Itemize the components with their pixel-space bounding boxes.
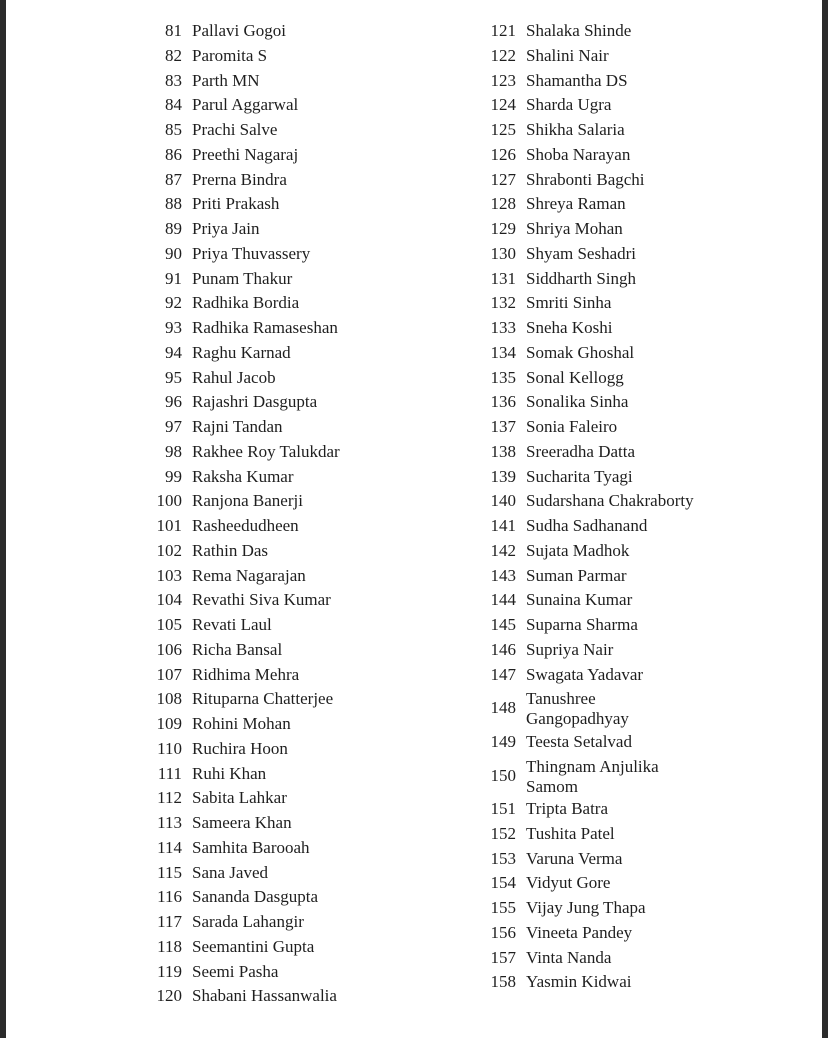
item-name: Samhita Barooah bbox=[192, 837, 310, 857]
list-item bbox=[146, 885, 340, 910]
list-item bbox=[146, 613, 340, 638]
item-name: Vijay Jung Thapa bbox=[526, 898, 646, 918]
item-name: Somak Ghoshal bbox=[526, 342, 635, 362]
list-item bbox=[146, 539, 340, 564]
item-name: Sonal Kellogg bbox=[526, 367, 624, 387]
list-item bbox=[146, 440, 340, 465]
item-number: 107 bbox=[156, 664, 182, 684]
item-number: 142 bbox=[490, 540, 516, 560]
item-name: Ruchira Hoon bbox=[192, 738, 288, 758]
item-name: Tripta Batra bbox=[526, 799, 609, 819]
list-item bbox=[146, 217, 340, 242]
item-name: Rasheedudheen bbox=[192, 516, 299, 535]
item-name: Ridhima Mehra bbox=[192, 664, 300, 684]
list-item bbox=[480, 588, 694, 613]
item-name: Rituparna Chatterjee bbox=[192, 689, 334, 709]
item-name: Revathi Siva Kumar bbox=[192, 590, 331, 610]
item-name: Sudarshana Chakraborty bbox=[526, 491, 694, 511]
item-name: Sabita Lahkar bbox=[192, 788, 287, 808]
list-item bbox=[480, 896, 694, 921]
item-name: Varuna Verma bbox=[526, 848, 623, 868]
item-number: 111 bbox=[157, 763, 182, 783]
list-item bbox=[146, 415, 340, 440]
item-number: 104 bbox=[156, 590, 182, 610]
item-name: Shriya Mohan bbox=[526, 219, 623, 238]
item-number: 93 bbox=[165, 318, 182, 337]
list-item bbox=[480, 44, 694, 69]
item-number: 97 bbox=[165, 417, 182, 436]
item-number: 128 bbox=[490, 194, 516, 214]
item-name: Sujata Madhok bbox=[526, 540, 630, 560]
item-number: 120 bbox=[156, 986, 182, 1006]
list-item bbox=[480, 291, 694, 316]
item-name: Teesta Setalvad bbox=[526, 731, 632, 751]
item-number: 140 bbox=[490, 491, 516, 511]
item-name: Sananda Dasgupta bbox=[192, 887, 319, 907]
list-item bbox=[480, 316, 694, 341]
list-item bbox=[480, 217, 694, 242]
list-item bbox=[146, 514, 340, 539]
item-number: 129 bbox=[490, 219, 516, 238]
list-item bbox=[480, 390, 694, 415]
item-number: 108 bbox=[156, 689, 182, 709]
list-item bbox=[146, 935, 340, 960]
item-name: Siddharth Singh bbox=[526, 268, 637, 288]
item-name: Shalaka Shinde bbox=[526, 21, 632, 40]
item-number: 132 bbox=[490, 293, 516, 313]
item-name: Tanushree Gangopadhyay bbox=[526, 689, 629, 729]
item-name: Revati Laul bbox=[192, 615, 272, 634]
item-name: Ranjona Banerji bbox=[192, 491, 303, 511]
list-item bbox=[146, 93, 340, 118]
item-name: Radhika Bordia bbox=[192, 293, 300, 313]
item-name: Vidyut Gore bbox=[526, 873, 611, 893]
list-item bbox=[146, 836, 340, 861]
item-name: Punam Thakur bbox=[192, 268, 293, 288]
item-name: Prerna Bindra bbox=[192, 169, 287, 189]
list-item bbox=[146, 19, 340, 44]
item-number: 84 bbox=[165, 95, 182, 115]
item-name: Shreya Raman bbox=[526, 194, 626, 214]
item-number: 88 bbox=[165, 194, 182, 214]
list-item bbox=[146, 910, 340, 935]
right-column bbox=[480, 19, 694, 995]
list-item bbox=[480, 730, 694, 755]
list-item bbox=[480, 663, 694, 688]
item-number: 118 bbox=[157, 936, 182, 956]
item-name: Swagata Yadavar bbox=[526, 664, 644, 684]
item-number: 123 bbox=[490, 70, 516, 90]
list-item bbox=[146, 588, 340, 613]
item-number: 86 bbox=[165, 144, 182, 164]
item-number: 124 bbox=[490, 95, 516, 115]
item-name: Rema Nagarajan bbox=[192, 565, 306, 585]
item-number: 148 bbox=[490, 698, 516, 718]
list-item bbox=[146, 960, 340, 985]
item-number: 137 bbox=[490, 417, 516, 436]
item-number: 87 bbox=[165, 169, 182, 189]
list-item bbox=[480, 143, 694, 168]
item-name: Sonia Faleiro bbox=[526, 417, 618, 436]
item-name: Raksha Kumar bbox=[192, 466, 294, 486]
item-number: 144 bbox=[490, 590, 516, 610]
list-item bbox=[146, 861, 340, 886]
item-number: 112 bbox=[157, 788, 182, 808]
item-number: 136 bbox=[490, 392, 516, 412]
item-number: 145 bbox=[490, 615, 516, 634]
item-number: 100 bbox=[156, 491, 182, 511]
item-number: 151 bbox=[490, 799, 516, 819]
item-name: Prachi Salve bbox=[192, 120, 278, 139]
list-item bbox=[480, 539, 694, 564]
list-item bbox=[480, 93, 694, 118]
list-item bbox=[146, 143, 340, 168]
item-number: 101 bbox=[156, 516, 182, 535]
item-name: Sunaina Kumar bbox=[526, 590, 633, 610]
item-number: 96 bbox=[165, 392, 182, 412]
list-item bbox=[146, 762, 340, 787]
list-item bbox=[146, 687, 340, 712]
item-number: 125 bbox=[490, 120, 516, 139]
list-item bbox=[146, 737, 340, 762]
item-number: 110 bbox=[157, 738, 182, 758]
item-name: Sharda Ugra bbox=[526, 95, 612, 115]
item-name: Preethi Nagaraj bbox=[192, 144, 299, 164]
item-name: Sameera Khan bbox=[192, 813, 292, 832]
item-number: 92 bbox=[165, 293, 182, 313]
list-item bbox=[480, 847, 694, 872]
item-number: 109 bbox=[156, 714, 182, 733]
item-number: 146 bbox=[490, 639, 516, 659]
list-item bbox=[146, 69, 340, 94]
item-number: 131 bbox=[490, 268, 516, 288]
item-name: Sudha Sadhanand bbox=[526, 516, 648, 535]
item-name: Shyam Seshadri bbox=[526, 243, 637, 263]
item-name: Yasmin Kidwai bbox=[526, 972, 632, 992]
item-number: 134 bbox=[490, 342, 516, 362]
item-name: Suparna Sharma bbox=[526, 615, 638, 634]
item-name: Sarada Lahangir bbox=[192, 912, 304, 931]
list-item bbox=[146, 291, 340, 316]
item-name: Priya Thuvassery bbox=[192, 243, 311, 263]
list-item bbox=[480, 797, 694, 822]
list-item bbox=[480, 564, 694, 589]
item-name: Raghu Karnad bbox=[192, 342, 291, 362]
item-name: Rajni Tandan bbox=[192, 417, 283, 436]
list-item bbox=[480, 755, 694, 798]
item-name: Tushita Patel bbox=[526, 823, 615, 843]
document-page bbox=[6, 0, 822, 1038]
item-name: Rathin Das bbox=[192, 540, 269, 560]
item-number: 130 bbox=[490, 243, 516, 263]
item-name: Thingnam Anjulika Samom bbox=[526, 756, 659, 796]
item-name: Shikha Salaria bbox=[526, 120, 625, 139]
item-number: 152 bbox=[490, 823, 516, 843]
item-name: Sucharita Tyagi bbox=[526, 466, 633, 486]
item-number: 105 bbox=[156, 615, 182, 634]
item-name: Pallavi Gogoi bbox=[192, 21, 286, 40]
list-item bbox=[480, 267, 694, 292]
list-item bbox=[480, 168, 694, 193]
list-item bbox=[480, 192, 694, 217]
list-item bbox=[480, 69, 694, 94]
item-number: 103 bbox=[156, 565, 182, 585]
list-item bbox=[480, 921, 694, 946]
item-name: Vinta Nanda bbox=[526, 947, 612, 967]
item-number: 141 bbox=[490, 516, 516, 535]
item-number: 116 bbox=[157, 887, 182, 907]
list-item bbox=[146, 564, 340, 589]
item-number: 89 bbox=[165, 219, 182, 238]
item-name: Sonalika Sinha bbox=[526, 392, 629, 412]
list-item bbox=[480, 341, 694, 366]
list-item bbox=[480, 946, 694, 971]
list-item bbox=[146, 242, 340, 267]
item-name: Parth MN bbox=[192, 70, 260, 90]
list-item bbox=[146, 984, 340, 1009]
list-item bbox=[480, 366, 694, 391]
item-name: Priya Jain bbox=[192, 219, 260, 238]
item-name: Smriti Sinha bbox=[526, 293, 612, 313]
item-name: Rohini Mohan bbox=[192, 714, 291, 733]
item-name: Vineeta Pandey bbox=[526, 922, 633, 942]
item-number: 114 bbox=[157, 837, 182, 857]
list-item bbox=[480, 970, 694, 995]
item-number: 135 bbox=[490, 367, 516, 387]
item-number: 94 bbox=[165, 342, 182, 362]
list-item bbox=[146, 341, 340, 366]
item-number: 156 bbox=[490, 922, 516, 942]
list-item bbox=[480, 613, 694, 638]
list-item bbox=[146, 267, 340, 292]
item-number: 138 bbox=[490, 441, 516, 461]
item-number: 85 bbox=[165, 120, 182, 139]
item-number: 81 bbox=[165, 21, 182, 40]
item-name: Shabani Hassanwalia bbox=[192, 986, 337, 1006]
item-number: 113 bbox=[157, 813, 182, 832]
item-number: 139 bbox=[490, 466, 516, 486]
item-name: Ruhi Khan bbox=[192, 763, 267, 783]
item-name: Shoba Narayan bbox=[526, 144, 631, 164]
item-name: Suman Parmar bbox=[526, 565, 627, 585]
item-number: 127 bbox=[490, 169, 516, 189]
list-item bbox=[146, 366, 340, 391]
item-name: Seemi Pasha bbox=[192, 961, 279, 981]
item-number: 83 bbox=[165, 70, 182, 90]
item-name: Sana Javed bbox=[192, 862, 269, 882]
item-name: Radhika Ramaseshan bbox=[192, 318, 338, 337]
item-name: Shalini Nair bbox=[526, 45, 609, 65]
item-name: Parul Aggarwal bbox=[192, 95, 299, 115]
item-number: 150 bbox=[490, 765, 516, 785]
left-column bbox=[146, 19, 340, 1009]
item-number: 155 bbox=[490, 898, 516, 918]
item-name: Paromita S bbox=[192, 45, 268, 65]
list-item bbox=[480, 489, 694, 514]
list-item bbox=[480, 514, 694, 539]
list-item bbox=[146, 465, 340, 490]
list-item bbox=[480, 465, 694, 490]
item-number: 147 bbox=[490, 664, 516, 684]
item-number: 122 bbox=[490, 45, 516, 65]
item-name: Rahul Jacob bbox=[192, 367, 276, 387]
list-item bbox=[480, 440, 694, 465]
item-number: 154 bbox=[490, 873, 516, 893]
item-number: 82 bbox=[165, 45, 182, 65]
item-name: Richa Bansal bbox=[192, 639, 283, 659]
item-name: Sneha Koshi bbox=[526, 318, 613, 337]
item-number: 106 bbox=[156, 639, 182, 659]
list-item bbox=[146, 489, 340, 514]
list-item bbox=[146, 168, 340, 193]
item-name: Shrabonti Bagchi bbox=[526, 169, 645, 189]
list-item bbox=[146, 316, 340, 341]
item-number: 117 bbox=[157, 912, 182, 931]
list-item bbox=[480, 19, 694, 44]
list-item bbox=[146, 663, 340, 688]
item-number: 98 bbox=[165, 441, 182, 461]
item-name: Priti Prakash bbox=[192, 194, 280, 214]
list-item bbox=[146, 811, 340, 836]
item-name: Seemantini Gupta bbox=[192, 936, 315, 956]
item-number: 99 bbox=[165, 466, 182, 486]
item-number: 149 bbox=[490, 731, 516, 751]
list-item bbox=[146, 712, 340, 737]
list-item bbox=[146, 118, 340, 143]
item-name: Supriya Nair bbox=[526, 639, 614, 659]
list-item bbox=[146, 390, 340, 415]
item-number: 115 bbox=[157, 862, 182, 882]
list-item bbox=[480, 687, 694, 730]
item-name: Sreeradha Datta bbox=[526, 441, 636, 461]
item-number: 91 bbox=[165, 268, 182, 288]
item-number: 121 bbox=[490, 21, 516, 40]
list-item bbox=[480, 415, 694, 440]
item-number: 157 bbox=[490, 947, 516, 967]
item-number: 90 bbox=[165, 243, 182, 263]
item-number: 143 bbox=[490, 565, 516, 585]
list-item bbox=[146, 638, 340, 663]
item-number: 126 bbox=[490, 144, 516, 164]
item-number: 158 bbox=[490, 972, 516, 992]
item-name: Rajashri Dasgupta bbox=[192, 392, 318, 412]
list-item bbox=[146, 44, 340, 69]
list-item bbox=[480, 118, 694, 143]
list-item bbox=[146, 786, 340, 811]
item-number: 119 bbox=[157, 961, 182, 981]
item-number: 102 bbox=[156, 540, 182, 560]
item-number: 153 bbox=[490, 848, 516, 868]
list-item bbox=[146, 192, 340, 217]
item-name: Rakhee Roy Talukdar bbox=[192, 441, 340, 461]
list-item bbox=[480, 822, 694, 847]
item-name: Shamantha DS bbox=[526, 70, 628, 90]
item-number: 95 bbox=[165, 367, 182, 387]
list-item bbox=[480, 638, 694, 663]
list-item bbox=[480, 871, 694, 896]
item-number: 133 bbox=[490, 318, 516, 337]
list-item bbox=[480, 242, 694, 267]
